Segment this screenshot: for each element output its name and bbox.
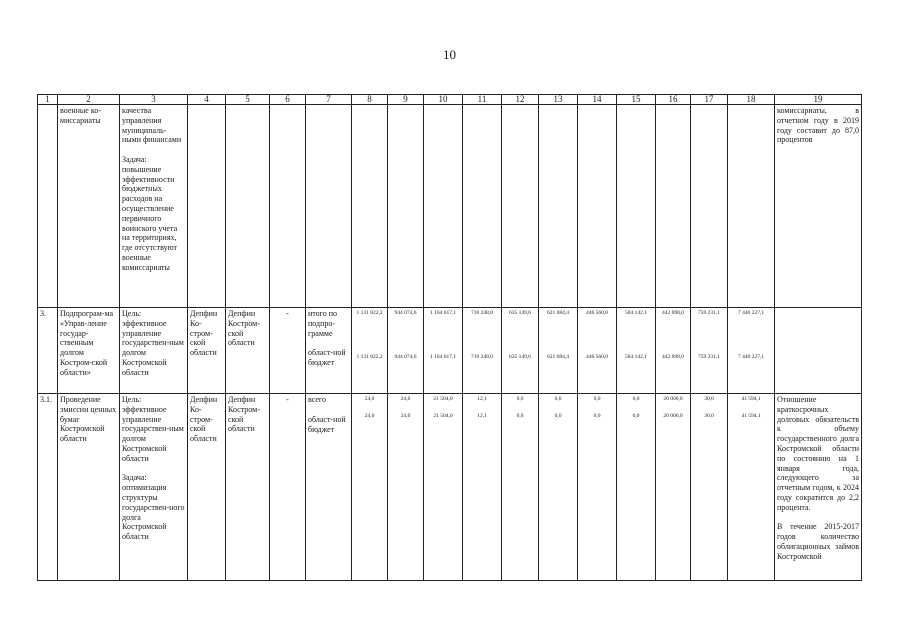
column-number: 9 — [388, 95, 424, 105]
value-cell: 710 248,0 710 248,0 — [463, 308, 502, 394]
source-regional: област-ной бюджет — [308, 348, 346, 368]
value-cell: 0,0 0,0 — [539, 394, 578, 581]
column-number: 1 — [38, 95, 58, 105]
table-row — [38, 394, 862, 581]
value-cell: 621 684,4 621 684,4 — [539, 308, 578, 394]
value-cell: 30,0 30,0 — [691, 394, 728, 581]
participant: Депфин Костром-ской области — [226, 308, 270, 394]
row-indicator — [775, 308, 862, 394]
column-number: 15 — [617, 95, 656, 105]
column-number: 6 — [270, 95, 306, 105]
value-cell: 12,1 12,1 — [463, 394, 502, 581]
dash-cell: - — [270, 308, 306, 394]
column-number: 4 — [188, 95, 226, 105]
table-row — [38, 105, 862, 308]
column-number: 14 — [578, 95, 617, 105]
column-number: 10 — [424, 95, 463, 105]
funding-source — [306, 394, 352, 581]
value-cell: 1 164 617,1 1 164 617,1 — [424, 308, 463, 394]
value-cell: 944 074,6 944 074,6 — [388, 308, 424, 394]
column-number: 18 — [728, 95, 775, 105]
row-name: Подпрограм-ма «Управ-ление государ-ственным долгом Костром-ской области» — [58, 308, 120, 394]
value-cell: 446 560,0 446 560,0 — [578, 308, 617, 394]
column-number: 8 — [352, 95, 388, 105]
row-name: Проведение эмиссии ценных бумаг Костромской области — [58, 394, 120, 581]
value-cell: 0,0 0,0 — [578, 394, 617, 581]
value-cell: 41 594,1 41 594,1 — [728, 394, 775, 581]
column-number: 3 — [120, 95, 188, 105]
source-total: итого по подпро-грамме — [308, 309, 338, 338]
responsible-executor: Депфин Ко-стром-ской области — [188, 308, 226, 394]
page-number: 10 — [443, 47, 456, 62]
value-cell: 0,0 0,0 — [617, 394, 656, 581]
responsible-executor: Депфин Ко-стром-ской области — [188, 394, 226, 581]
value-cell: 1 131 822,2 1 131 822,2 — [352, 308, 388, 394]
value-cell: 759 231,1 759 231,1 — [691, 308, 728, 394]
value-cell: 0,0 0,0 — [502, 394, 539, 581]
value-cell: 20 000,0 20 000,0 — [656, 394, 691, 581]
value-cell: 24,0 24,0 — [388, 394, 424, 581]
participant: Депфин Костром-ской области — [226, 394, 270, 581]
value-cell: 635 149,6 635 149,6 — [502, 308, 539, 394]
row-goal: качества управления муниципаль-ными финансами Задача: повышение эффективности бюджетных расходов на осуществление первичного воинского учета на территориях, где отсутствуют военные комиссариаты — [120, 105, 188, 308]
column-number: 11 — [463, 95, 502, 105]
row-number: 3.1. — [38, 394, 58, 581]
row-indicator: комиссариаты, в отчетном году в 2019 году составит до 87,0 процентов — [775, 105, 862, 308]
row-goal: Цель: эффективное управление государствен-ным долгом Костромской области Задача: оптимизация структуры государствен-ного долга Костромской области — [120, 394, 188, 581]
value-cell: 21 504,0 21 504,0 — [424, 394, 463, 581]
column-number: 13 — [539, 95, 578, 105]
subprogram-table — [37, 94, 862, 581]
value-cell: 442 698,0 442 698,0 — [656, 308, 691, 394]
column-number: 2 — [58, 95, 120, 105]
row-number: 3. — [38, 308, 58, 394]
value-cell: 24,0 24,0 — [352, 394, 388, 581]
value-cell: 584 142,1 584 142,1 — [617, 308, 656, 394]
value-cell: 7 440 227,1 7 440 227,1 — [728, 308, 775, 394]
source-total: всего — [308, 395, 327, 404]
funding-source — [306, 308, 352, 394]
table-row — [38, 308, 862, 394]
row-indicator: Отношение краткосрочных долговых обязательств к объему государственного долга Костромской области по состоянию на 1 января года, следующего за отчетным годом, к 2024 году сократится до 2,2 процента. В течение 2015-2017 годов количество облигационных займов Костромской — [775, 394, 862, 581]
source-regional: област-ной бюджет — [308, 414, 346, 434]
row-name: военные ко-миссариаты — [58, 105, 120, 308]
dash-cell: - — [270, 394, 306, 581]
column-number: 12 — [502, 95, 539, 105]
column-number-row — [38, 95, 862, 105]
column-number: 7 — [306, 95, 352, 105]
column-number: 17 — [691, 95, 728, 105]
row-goal: Цель: эффективное управление государствен-ным долгом Костромской области — [120, 308, 188, 394]
column-number: 5 — [226, 95, 270, 105]
column-number: 19 — [775, 95, 862, 105]
column-number: 16 — [656, 95, 691, 105]
